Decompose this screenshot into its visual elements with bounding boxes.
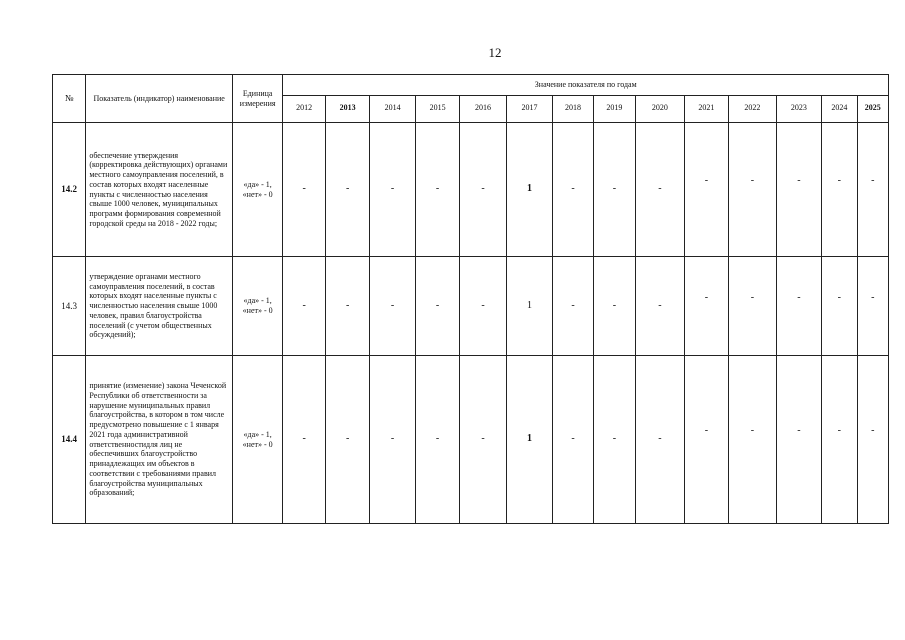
- value-text: -: [797, 175, 801, 187]
- value-text: -: [704, 425, 709, 437]
- row-number: 14.4: [53, 356, 86, 524]
- value-cell-2018: [553, 257, 593, 356]
- value-cell-2014: [370, 356, 415, 524]
- value-cell-2022: [729, 257, 777, 356]
- value-text: -: [345, 433, 350, 445]
- value-text: -: [302, 183, 306, 195]
- year-header-2017: 2017: [506, 96, 552, 123]
- value-text: -: [481, 299, 485, 311]
- value-cell-2016: [460, 257, 506, 356]
- value-text: -: [345, 299, 350, 311]
- year-header-2022: 2022: [729, 96, 777, 123]
- value-cell-2018: [553, 356, 593, 524]
- year-header-2016: 2016: [460, 96, 506, 123]
- value-text: 1: [527, 183, 533, 195]
- indicator-name: обеспечение утверждения (корректировка действующих) органами местного самоуправления поселений, в состав которых входят населенные пункты с численностью населения свыше 1000 человек, муниципальных программ формирования современной городской среды на 2018 - 2022 годы;: [86, 123, 233, 257]
- year-header-2014: 2014: [370, 96, 415, 123]
- header-unit: Единица измерения: [232, 75, 283, 123]
- value-cell-2023: [776, 356, 821, 524]
- header-indicator: Показатель (индикатор) наименование: [86, 75, 233, 123]
- value-text: -: [571, 299, 575, 311]
- year-header-2025: 2025: [857, 96, 889, 123]
- value-text: -: [390, 433, 395, 445]
- value-cell-2020: [636, 257, 685, 356]
- value-cell-2020: [636, 356, 685, 524]
- value-text: -: [481, 433, 485, 445]
- value-cell-2015: [415, 257, 459, 356]
- value-text: -: [871, 425, 875, 437]
- value-cell-2017: [506, 257, 552, 356]
- table-header-row: [53, 75, 889, 96]
- year-header-2023: 2023: [776, 96, 821, 123]
- value-cell-2019: [593, 356, 635, 524]
- indicator-name: утверждение органами местного самоуправления поселений, в состав которых входят населенные пункты с численностью населения свыше 1000 человек, правил благоустройства поселений (с учетом общественных обсуждений);: [86, 257, 233, 356]
- value-text: -: [837, 291, 841, 303]
- value-cell-2024: [822, 257, 857, 356]
- value-cell-2015: [415, 123, 459, 257]
- row-number: 14.2: [53, 123, 86, 257]
- value-cell-2016: [460, 356, 506, 524]
- table-row: [53, 257, 889, 356]
- value-cell-2012: [283, 356, 325, 524]
- value-cell-2015: [415, 356, 459, 524]
- value-text: -: [390, 299, 395, 311]
- unit-of-measure: «да» - 1, «нет» - 0: [232, 356, 283, 524]
- year-header-2021: 2021: [684, 96, 728, 123]
- year-header-2020: 2020: [636, 96, 685, 123]
- value-text: -: [704, 175, 709, 187]
- value-text: -: [871, 175, 875, 187]
- value-text: -: [658, 299, 662, 311]
- page-number: 12: [488, 45, 502, 60]
- value-text: -: [612, 433, 617, 445]
- header-values-by-year: Значение показателя по годам: [283, 75, 889, 96]
- unit-of-measure: «да» - 1, «нет» - 0: [232, 257, 283, 356]
- value-text: -: [612, 299, 617, 311]
- value-text: -: [390, 183, 395, 195]
- value-text: -: [612, 183, 617, 195]
- table-row: [53, 356, 889, 524]
- value-text: -: [797, 425, 801, 437]
- value-text: -: [435, 433, 440, 445]
- value-text: -: [302, 433, 306, 445]
- value-cell-2012: [283, 257, 325, 356]
- value-cell-2024: [822, 123, 857, 257]
- value-cell-2013: [325, 257, 369, 356]
- year-header-2024: 2024: [822, 96, 857, 123]
- value-cell-2023: [776, 257, 821, 356]
- value-cell-2014: [370, 257, 415, 356]
- value-cell-2021: [684, 123, 728, 257]
- row-number: 14.3: [53, 257, 86, 356]
- value-cell-2013: [325, 356, 369, 524]
- value-cell-2022: [729, 356, 777, 524]
- year-header-2012: 2012: [283, 96, 325, 123]
- value-text: -: [750, 175, 755, 187]
- value-cell-2020: [636, 123, 685, 257]
- value-cell-2012: [283, 123, 325, 257]
- year-header-2019: 2019: [593, 96, 635, 123]
- value-text: -: [750, 291, 755, 303]
- table-row: [53, 123, 889, 257]
- value-text: -: [481, 183, 485, 195]
- value-text: -: [837, 425, 841, 437]
- value-text: 1: [527, 299, 533, 311]
- value-cell-2017: [506, 356, 552, 524]
- value-text: -: [345, 183, 350, 195]
- value-cell-2021: [684, 257, 728, 356]
- year-header-2013: 2013: [325, 96, 369, 123]
- unit-of-measure: «да» - 1, «нет» - 0: [232, 123, 283, 257]
- value-cell-2022: [729, 123, 777, 257]
- value-cell-2016: [460, 123, 506, 257]
- value-cell-2021: [684, 356, 728, 524]
- value-text: 1: [527, 433, 533, 445]
- value-cell-2018: [553, 123, 593, 257]
- indicator-name: принятие (изменение) закона Чеченской Республики об ответственности за нарушение муниципальных правил благоустройства, в котором в том числе предусмотрено повышение с 1 января 2021 года административной ответственностидля лиц не обеспечивших благоустройство принадлежащих им объектов в соответствии с требованиями правил благоустройства муниципальных образований;: [86, 356, 233, 524]
- value-text: -: [435, 299, 440, 311]
- value-cell-2023: [776, 123, 821, 257]
- value-text: -: [704, 291, 709, 303]
- value-cell-2014: [370, 123, 415, 257]
- value-cell-2019: [593, 123, 635, 257]
- value-cell-2025: [857, 356, 889, 524]
- header-num: №: [53, 75, 86, 123]
- value-text: -: [871, 291, 875, 303]
- value-text: -: [797, 291, 801, 303]
- value-cell-2024: [822, 356, 857, 524]
- value-cell-2019: [593, 257, 635, 356]
- value-text: -: [750, 425, 755, 437]
- value-text: -: [837, 175, 841, 187]
- value-cell-2017: [506, 123, 552, 257]
- year-header-2018: 2018: [553, 96, 593, 123]
- value-text: -: [658, 183, 662, 195]
- value-text: -: [658, 433, 662, 445]
- value-text: -: [302, 299, 306, 311]
- value-text: -: [571, 183, 575, 195]
- value-cell-2025: [857, 123, 889, 257]
- indicator-table: [52, 74, 889, 524]
- year-header-2015: 2015: [415, 96, 459, 123]
- value-cell-2013: [325, 123, 369, 257]
- value-cell-2025: [857, 257, 889, 356]
- value-text: -: [435, 183, 440, 195]
- value-text: -: [571, 433, 575, 445]
